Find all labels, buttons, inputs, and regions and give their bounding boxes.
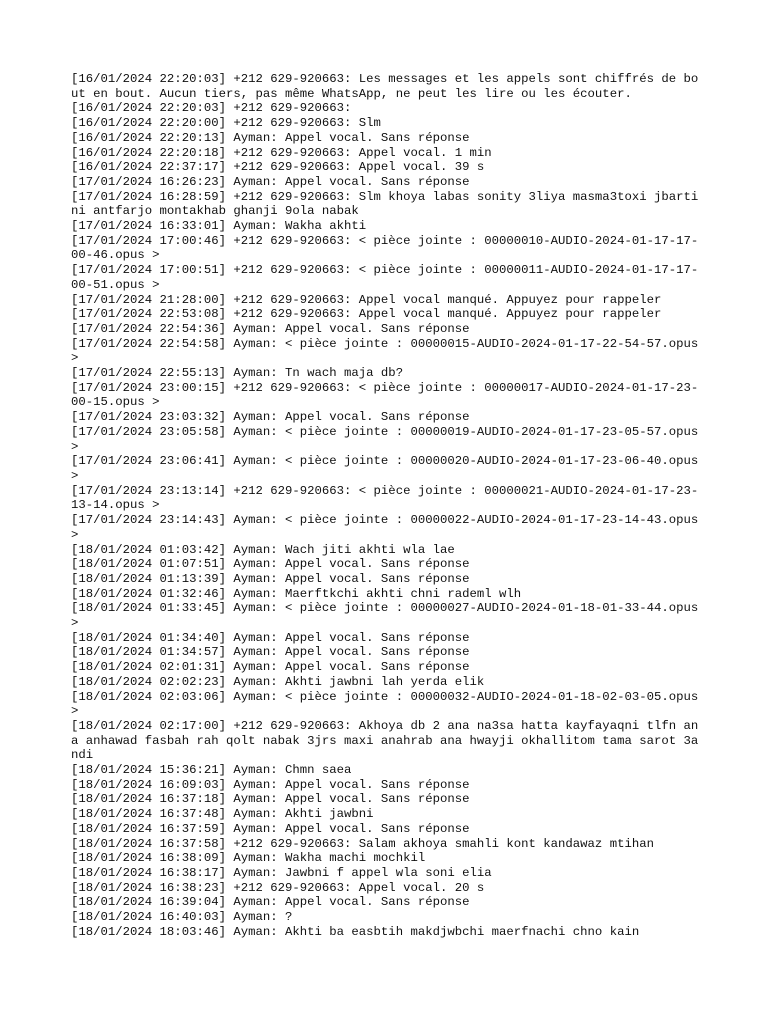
- log-line: [18/01/2024 02:02:23] Ayman: Akhti jawbni lah yerda elik: [71, 674, 485, 689]
- log-line: [18/01/2024 01:34:40] Ayman: Appel vocal. Sans réponse: [71, 630, 470, 645]
- log-line: [16/01/2024 22:20:13] Ayman: Appel vocal. Sans réponse: [71, 130, 470, 145]
- log-line: [18/01/2024 01:33:45] Ayman: < pièce jointe : 00000027-AUDIO-2024-01-18-01-33-44.opus >: [71, 601, 706, 631]
- log-line: [18/01/2024 16:38:09] Ayman: Wakha machi mochkil: [71, 851, 426, 866]
- log-line: [18/01/2024 16:38:17] Ayman: Jawbni f appel wla soni elia: [71, 865, 492, 880]
- log-line: [17/01/2024 16:28:59] +212 629-920663: Slm khoya labas sonity 3liya masma3toxi jbartini antfarjo montakhab ghanji 9ola nabak: [71, 189, 699, 219]
- log-line: [18/01/2024 01:32:46] Ayman: Maerftkchi akhti chni rademl wlh: [71, 586, 522, 601]
- log-line: [16/01/2024 22:37:17] +212 629-920663: Appel vocal. 39 s: [71, 160, 485, 175]
- log-line: [16/01/2024 22:20:03] +212 629-920663: Les messages et les appels sont chiffrés de bout en bout. Aucun tiers, pas même WhatsApp, ne peut les lire ou les écouter.: [71, 72, 699, 101]
- log-line: [18/01/2024 01:03:42] Ayman: Wach jiti akhti wla lae: [71, 542, 455, 557]
- log-line: [17/01/2024 23:00:15] +212 629-920663: < pièce jointe : 00000017-AUDIO-2024-01-17-23-00-15.opus >: [71, 380, 699, 410]
- log-line: [17/01/2024 23:05:58] Ayman: < pièce jointe : 00000019-AUDIO-2024-01-17-23-05-57.opus >: [71, 424, 706, 454]
- log-line: [18/01/2024 16:37:59] Ayman: Appel vocal. Sans réponse: [71, 821, 470, 836]
- log-line: [17/01/2024 23:13:14] +212 629-920663: < pièce jointe : 00000021-AUDIO-2024-01-17-23-13-14.opus >: [71, 483, 699, 513]
- log-line: [18/01/2024 01:07:51] Ayman: Appel vocal. Sans réponse: [71, 557, 470, 572]
- log-line: [17/01/2024 22:54:36] Ayman: Appel vocal. Sans réponse: [71, 321, 470, 336]
- log-line: [16/01/2024 22:20:03] +212 629-920663:: [71, 101, 352, 116]
- log-line: [18/01/2024 01:13:39] Ayman: Appel vocal. Sans réponse: [71, 571, 470, 586]
- log-line: [16/01/2024 22:20:18] +212 629-920663: Appel vocal. 1 min: [71, 145, 492, 160]
- log-line: [17/01/2024 22:53:08] +212 629-920663: Appel vocal manqué. Appuyez pour rappeler: [71, 307, 662, 322]
- log-line: [18/01/2024 16:39:04] Ayman: Appel vocal. Sans réponse: [71, 895, 470, 910]
- log-line: [18/01/2024 15:36:21] Ayman: Chmn saea: [71, 763, 352, 778]
- log-line: [16/01/2024 22:20:00] +212 629-920663: Slm: [71, 116, 381, 131]
- log-line: [18/01/2024 16:37:58] +212 629-920663: Salam akhoya smahli kont kandawaz mtihan: [71, 836, 654, 851]
- log-line: [17/01/2024 17:00:51] +212 629-920663: < pièce jointe : 00000011-AUDIO-2024-01-17-17-00-51.opus >: [71, 263, 699, 292]
- log-line: [17/01/2024 16:26:23] Ayman: Appel vocal. Sans réponse: [71, 174, 470, 189]
- log-line: [18/01/2024 16:38:23] +212 629-920663: Appel vocal. 20 s: [71, 880, 485, 895]
- log-line: [17/01/2024 23:14:43] Ayman: < pièce jointe : 00000022-AUDIO-2024-01-17-23-14-43.opus >: [71, 513, 706, 542]
- log-line: [18/01/2024 16:09:03] Ayman: Appel vocal. Sans réponse: [71, 777, 470, 792]
- log-line: [18/01/2024 02:03:06] Ayman: < pièce jointe : 00000032-AUDIO-2024-01-18-02-03-05.opus >: [71, 689, 706, 719]
- log-line: [17/01/2024 22:55:13] Ayman: Tn wach maja db?: [71, 366, 404, 381]
- log-line: [18/01/2024 02:01:31] Ayman: Appel vocal. Sans réponse: [71, 660, 470, 675]
- log-line: [18/01/2024 01:34:57] Ayman: Appel vocal. Sans réponse: [71, 645, 470, 660]
- log-line: [18/01/2024 16:37:18] Ayman: Appel vocal. Sans réponse: [71, 792, 470, 807]
- log-line: [17/01/2024 23:06:41] Ayman: < pièce jointe : 00000020-AUDIO-2024-01-17-23-06-40.opus >: [71, 454, 706, 483]
- log-line: [18/01/2024 18:03:46] Ayman: Akhti ba easbtih makdjwbchi maerfnachi chno kain: [71, 924, 640, 939]
- log-line: [17/01/2024 21:28:00] +212 629-920663: Appel vocal manqué. Appuyez pour rappeler: [71, 292, 662, 307]
- log-line: [17/01/2024 17:00:46] +212 629-920663: < pièce jointe : 00000010-AUDIO-2024-01-17-17-00-46.opus >: [71, 233, 699, 263]
- log-line: [18/01/2024 16:40:03] Ayman: ?: [71, 910, 293, 925]
- log-line: [18/01/2024 16:37:48] Ayman: Akhti jawbni: [71, 807, 374, 822]
- log-line: [17/01/2024 22:54:58] Ayman: < pièce jointe : 00000015-AUDIO-2024-01-17-22-54-57.opus >: [71, 336, 706, 366]
- log-line: [17/01/2024 16:33:01] Ayman: Wakha akhti: [71, 219, 367, 234]
- log-line: [18/01/2024 02:17:00] +212 629-920663: Akhoya db 2 ana na3sa hatta kayfayaqni tlfn ana anhawad fasbah rah qolt nabak 3jrs maxi anahrab ana hwayji okhallitom tama sarot 3andi: [71, 718, 699, 763]
- log-line: [17/01/2024 23:03:32] Ayman: Appel vocal. Sans réponse: [71, 410, 470, 425]
- chat-log-text: [71, 72, 706, 939]
